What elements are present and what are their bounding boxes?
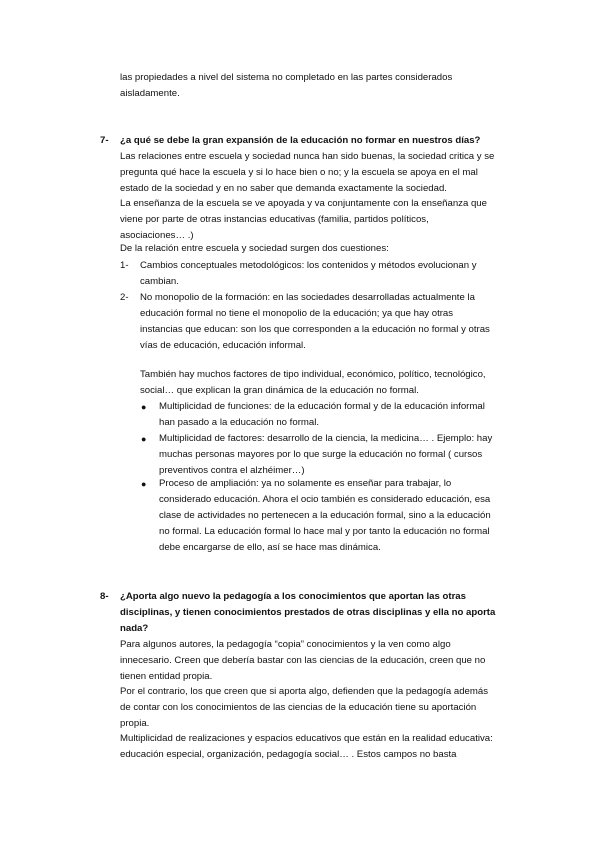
text-line: No monopolio de la formación: en las sociedades desarrolladas actualmente la (140, 292, 475, 303)
text-line: estado de la sociedad y en no saber que demanda exactamente la sociedad. (120, 183, 447, 194)
text-line: Por el contrario, los que creen que si aporta algo, defienden que la pedagogía además (120, 686, 489, 697)
bullet-icon: ● (141, 402, 147, 412)
text-line: debe encargarse de ello, así se hace mas dinámica. (159, 542, 381, 553)
text-line: educación formal no tiene el monopolio de la educación; ya que hay otras (140, 308, 454, 319)
text-line: ¿Aporta algo nuevo la pedagogía a los conocimientos que aportan las otras (120, 591, 466, 602)
text-line: Multiplicidad de factores: desarrollo de la ciencia, la medicina… . Ejemplo: hay (159, 433, 493, 444)
text-line: La enseñanza de la escuela se ve apoyada y va conjuntamente con la enseñanza que (120, 198, 487, 209)
question-7-title: ¿a qué se debe la gran expansión de la educación no formar en nuestros días? (120, 135, 481, 146)
q7-paragraph-2 (120, 196, 520, 244)
text-line: no formal. La educación formal lo hace mal y por tanto la educación no formal (159, 526, 490, 537)
text-line: aisladamente. (120, 88, 180, 99)
q7-bullet-3 (140, 476, 520, 556)
text-line: Proceso de ampliación: ya no solamente es enseñar para trabajar, lo (159, 478, 452, 489)
text-line: instancias que educan: son los que corresponden a la educación no formal y otras (140, 324, 490, 335)
q7-bullet-1 (140, 399, 520, 431)
q7-paragraph-1 (120, 149, 520, 197)
item-number: 2- (120, 292, 129, 303)
text-line: considerado educación. Ahora el ocio también es considerado educación, esa (159, 494, 491, 505)
q7-numbered-item-2 (120, 290, 520, 354)
item-number: 1- (120, 260, 129, 271)
text-line: las propiedades a nivel del sistema no completado en las partes considerados (120, 72, 453, 83)
q8-paragraph-1 (120, 637, 520, 685)
bullet-icon: ● (141, 479, 147, 489)
intro-paragraph (120, 70, 520, 102)
text-line: Cambios conceptuales metodológicos: los contenidos y métodos evolucionan y (140, 260, 477, 271)
q7-numbered-item-1 (120, 258, 520, 290)
text-line: asociaciones… .) (120, 230, 194, 241)
text-line: pregunta qué hace la escuela y si lo hace bien o no; y la escuela se apoya en el mal (120, 167, 478, 178)
text-line: educación especial, organización, pedagogía social… . Estos campos no basta (120, 749, 457, 760)
q8-paragraph-2 (120, 684, 520, 732)
question-8-number: 8- (100, 591, 109, 602)
text-line: Para algunos autores, la pedagogía “copia” conocimientos y la ven como algo (120, 639, 451, 650)
question-7-number: 7- (100, 135, 109, 146)
text-line: social… que explican la gran dinámica de la educación no formal. (140, 385, 419, 396)
q7-paragraph-3: De la relación entre escuela y sociedad surgen dos cuestiones: (120, 243, 389, 254)
text-line: disciplinas, y tienen conocimientos prestados de otras disciplinas y ella no aporta (120, 607, 496, 618)
text-line: tienen entidad propia. (120, 671, 213, 682)
question-8-title (120, 589, 520, 637)
q8-paragraph-3 (120, 731, 520, 763)
q7-bullet-2 (140, 431, 520, 479)
text-line: También hay muchos factores de tipo individual, económico, político, tecnológico, (140, 369, 486, 380)
text-line: han pasado a la educación no formal. (159, 417, 320, 428)
text-line: Multiplicidad de realizaciones y espacios educativos que están en la realidad educativa: (120, 733, 493, 744)
text-line: vías de educación, educación informal. (140, 340, 306, 351)
text-line: propia. (120, 718, 150, 729)
text-line: Las relaciones entre escuela y sociedad nunca han sido buenas, la sociedad critica y se (120, 151, 495, 162)
q7-paragraph-4 (140, 367, 520, 399)
text-line: muchas personas mayores por lo que surge la educación no formal ( cursos (159, 449, 483, 460)
text-line: cambian. (140, 276, 179, 287)
text-line: preventivos contra el alzhéimer…) (159, 465, 305, 476)
text-line: de contar con los conocimientos de las ciencias de la educación tiene su aportación (120, 702, 477, 713)
text-line: innecesario. Creen que debería bastar con las ciencias de la educación, creen que no (120, 655, 486, 666)
bullet-icon: ● (141, 434, 147, 444)
text-line: clase de actividades no pertenecen a la educación formal, sino a la educación (159, 510, 491, 521)
text-line: Multiplicidad de funciones: de la educación formal y de la educación informal (159, 401, 485, 412)
text-line: nada? (120, 623, 149, 634)
text-line: viene por parte de otras instancias educativas (familia, partidos políticos, (120, 214, 429, 225)
